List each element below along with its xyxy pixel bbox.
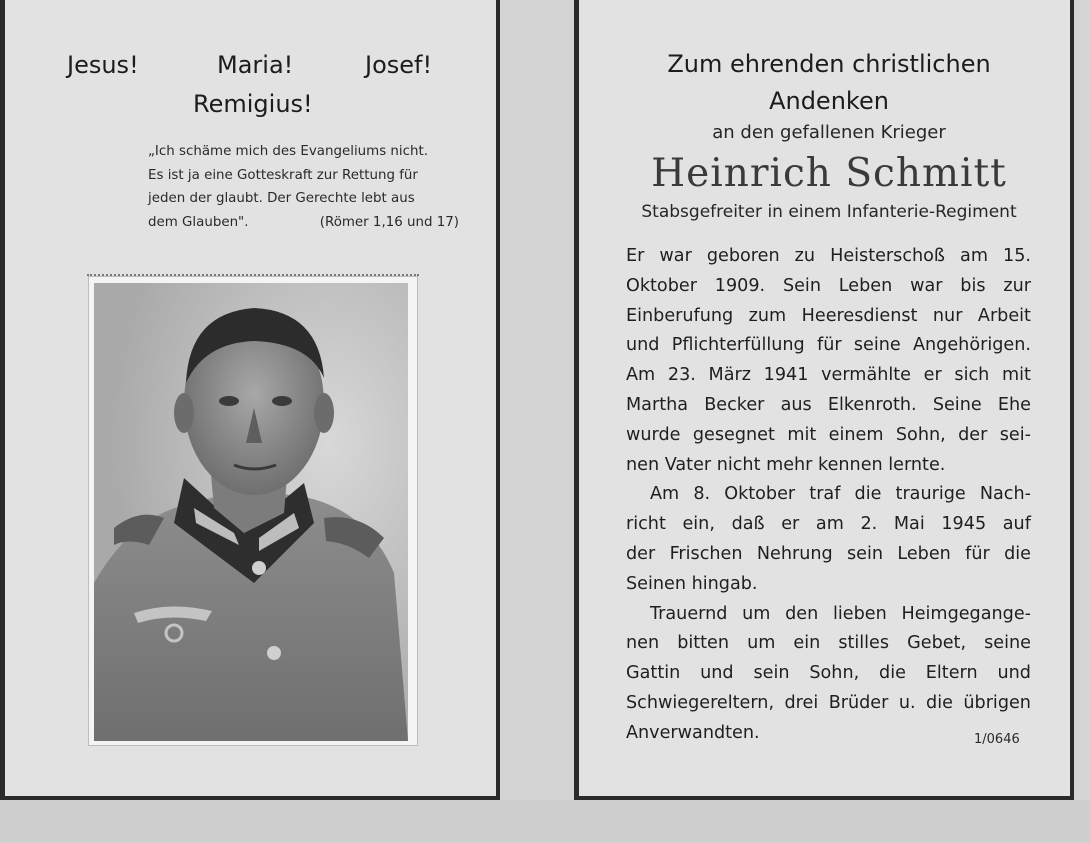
body-line: und Pflichterfüllung für seine Angehörigen. <box>626 335 1031 356</box>
soldier-portrait-image <box>94 283 408 741</box>
bible-quote <box>148 140 468 234</box>
mount-dotted-edge <box>87 274 419 276</box>
invocation-jesus: Jesus! <box>67 51 139 79</box>
body-line: Seinen hingab. <box>626 573 758 594</box>
body-line: Am 8. Oktober traf die traurige Nach- <box>650 484 1031 505</box>
body-line: Oktober 1909. Sein Leben war bis zur <box>626 275 1031 296</box>
background-strip-bottom <box>0 800 1090 843</box>
invocation-maria: Maria! <box>217 51 294 79</box>
body-line: Schwiegereltern, drei Brüder u. die übrigen <box>626 692 1031 713</box>
quote-line: jeden der glaubt. Der Gerechte lebt aus <box>148 191 415 206</box>
card-code: 1/0646 <box>974 732 1020 747</box>
quote-reference: (Römer 1,16 und 17) <box>319 214 459 230</box>
body-line: Trauernd um den lieben Heimgegange- <box>650 603 1031 624</box>
heading-line-2: Andenken <box>769 87 889 115</box>
biography-text <box>626 242 1031 749</box>
invocation-josef: Josef! <box>365 51 433 79</box>
body-line: richt ein, daß er am 2. Mai 1945 auf <box>626 514 1031 535</box>
body-line: der Frischen Nehrung sein Leben für die <box>626 543 1031 564</box>
invocation-remigius: Remigius! <box>193 90 313 118</box>
body-line: Er war geboren zu Heisterschoß am 15. <box>626 246 1031 266</box>
card-gutter <box>500 0 574 843</box>
body-line: nen bitten um ein stilles Gebet, seine <box>626 633 1031 654</box>
quote-line: Es ist ja eine Gotteskraft zur Rettung für <box>148 167 418 183</box>
body-line: Gattin und sein Sohn, die Eltern und <box>626 663 1031 684</box>
photo-mount <box>89 277 417 745</box>
quote-line: „Ich schäme mich des Evangeliums nicht. <box>148 144 428 159</box>
body-line: Am 23. März 1941 vermählte er sich mit <box>626 365 1031 386</box>
quote-last-line <box>148 211 459 235</box>
heading-line-1: Zum ehrenden christlichen <box>667 50 991 78</box>
military-rank: Stabsgefreiter in einem Infanterie-Regiment <box>641 202 1017 222</box>
portrait-photo <box>94 283 408 741</box>
left-card <box>0 0 500 800</box>
body-line: Einberufung zum Heeresdienst nur Arbeit <box>626 305 1031 326</box>
right-card <box>574 0 1074 800</box>
body-line: Anverwandten. <box>626 722 760 743</box>
body-line: wurde gesegnet mit einem Sohn, der sei- <box>626 424 1031 445</box>
body-line: nen Vater nicht mehr kennen lernte. <box>626 454 946 475</box>
heading-line-3: an den gefallenen Krieger <box>712 122 946 143</box>
deceased-name: Heinrich Schmitt <box>651 151 1007 196</box>
body-line: Martha Becker aus Elkenroth. Seine Ehe <box>626 394 1031 415</box>
quote-line: dem Glauben". <box>148 214 249 230</box>
